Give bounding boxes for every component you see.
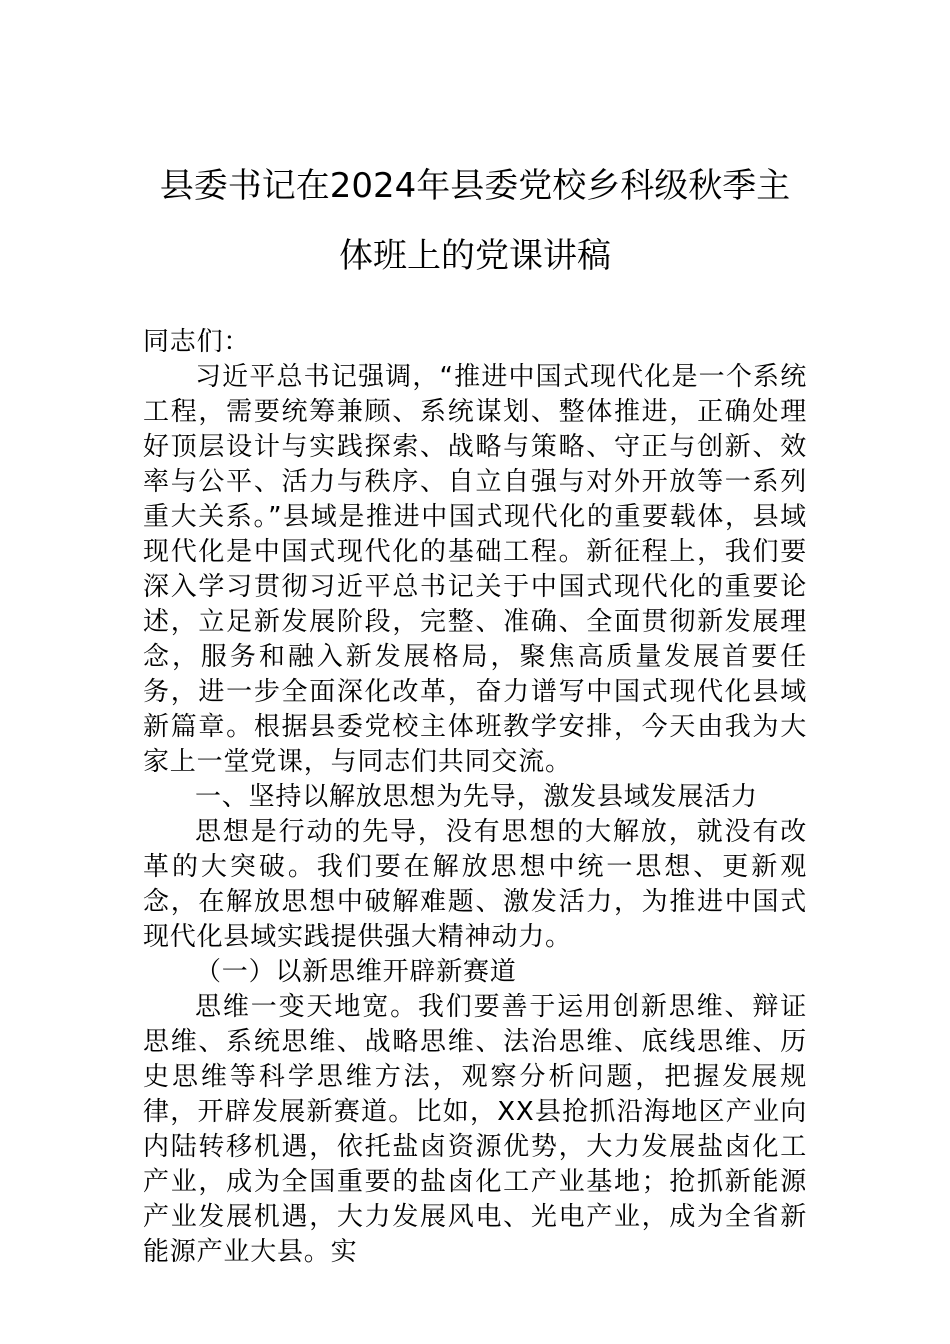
document-body [143, 325, 807, 1270]
section-heading: 一、坚持以解放思想为先导，激发县域发展活力 [195, 782, 758, 812]
subsection-heading: （一）以新思维开辟新赛道 [195, 957, 517, 987]
document-title-line-2: 体班上的党课讲稿 [339, 236, 611, 276]
body-paragraph: 思维一变天地宽。我们要善于运用创新思维、辩证思维、系统思维、战略思维、法治思维、底线思维、历史思维等科学思维方法，观察分析问题，把握发展规律，开辟发展新赛道。比如，XX县抢抓沿海地区产业向内陆转移机遇，依托盐卤资源优势，大力发展盐卤化工产业，成为全国重要的盐卤化工产业基地；抢抓新能源产业发展机遇，大力发展风电、光电产业，成为全省新能源产业大县。实 [143, 992, 807, 1267]
salutation: 同志们： [143, 327, 251, 357]
body-paragraph: 思想是行动的先导，没有思想的大解放，就没有改革的大突破。我们要在解放思想中统一思想、更新观念，在解放思想中破解难题、激发活力，为推进中国式现代化县域实践提供强大精神动力。 [143, 817, 807, 952]
document-title-line-1: 县委书记在2024年县委党校乡科级秋季主 [159, 166, 791, 206]
body-paragraph: 习近平总书记强调，“推进中国式现代化是一个系统工程，需要统筹兼顾、系统谋划、整体推进，正确处理好顶层设计与实践探索、战略与策略、守正与创新、效率与公平、活力与秩序、自立自强与对外开放等一系列重大关系。”县域是推进中国式现代化的重要载体，县域现代化是中国式现代化的基础工程。新征程上，我们要深入学习贯彻习近平总书记关于中国式现代化的重要论述，立足新发展阶段，完整、准确、全面贯彻新发展理念，服务和融入新发展格局，聚焦高质量发展首要任务，进一步全面深化改革，奋力谱写中国式现代化县域新篇章。根据县委党校主体班教学安排，今天由我为大家上一堂党课，与同志们共同交流。 [143, 362, 807, 777]
